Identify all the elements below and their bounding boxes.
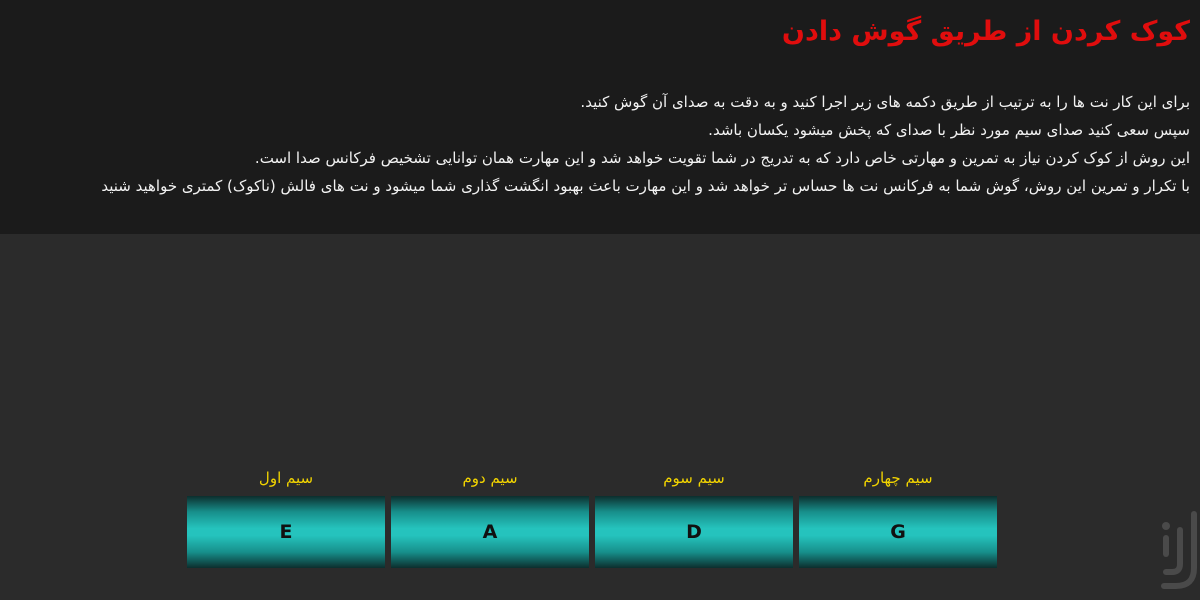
string-label: سیم چهارم: [863, 469, 933, 487]
page-title: کوک کردن از طریق گوش دادن: [781, 16, 1190, 47]
string-column: [799, 460, 997, 570]
string-label: سیم اول: [258, 469, 314, 487]
store-logo-icon: [1154, 508, 1200, 594]
note-button-e[interactable]: E: [187, 496, 385, 568]
instruction-line: این روش از کوک کردن نیاز به تمرین و مهارتی خاص دارد که به تدریج در شما تقویت خواهد شد و این مهارت همان توانایی تشخیص فرکانس صدا است.: [254, 149, 1190, 167]
instructions: [14, 88, 1190, 200]
string-column: [391, 460, 589, 570]
note-button-g[interactable]: G: [799, 496, 997, 568]
instruction-line: سپس سعی کنید صدای سیم مورد نظر با صدای که پخش میشود یکسان باشد.: [708, 121, 1190, 139]
string-column: [595, 460, 793, 570]
string-label: سیم دوم: [462, 469, 518, 487]
instruction-line: برای این کار نت ها را به ترتیب از طریق دکمه های زیر اجرا کنید و به دقت به صدای آن گوش کنید.: [580, 93, 1190, 111]
string-label: سیم سوم: [663, 469, 725, 487]
instruction-line: با تکرار و تمرین این روش، گوش شما به فرکانس نت ها حساس تر خواهد شد و این مهارت باعث بهبود انگشت گذاری شما میشود و نت های فالش (ناکوک) کمتری خواهید شنید: [101, 177, 1190, 195]
header-panel: [0, 0, 1200, 234]
note-button-d[interactable]: D: [595, 496, 793, 568]
string-column: [187, 460, 385, 570]
string-buttons-row: [187, 460, 997, 570]
note-button-a[interactable]: A: [391, 496, 589, 568]
